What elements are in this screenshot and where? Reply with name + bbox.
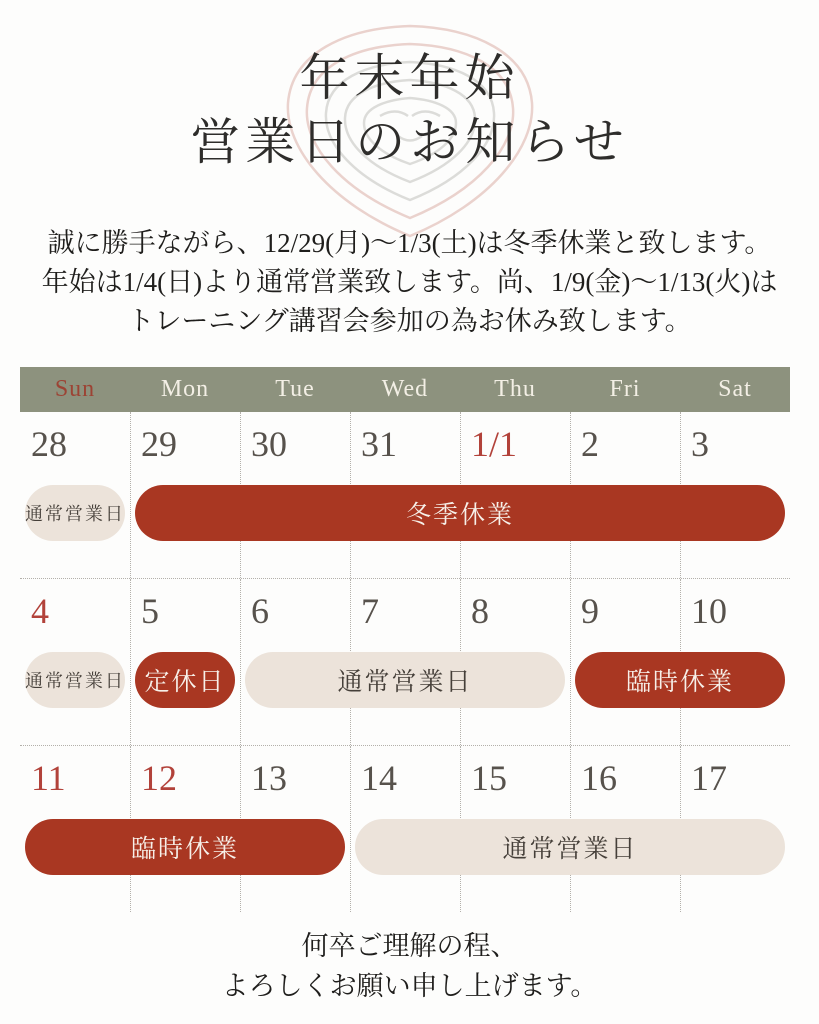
date-cell: 8 — [471, 591, 489, 631]
calendar — [20, 367, 790, 912]
calendar-body — [20, 412, 790, 912]
day-header-tue: Tue — [275, 376, 315, 402]
date-cell: 30 — [251, 424, 287, 464]
day-header-fri: Fri — [609, 376, 641, 402]
date-cell: 4 — [31, 591, 49, 631]
title-line-2: 営業日のお知らせ — [190, 114, 629, 170]
date-cell: 16 — [581, 758, 617, 798]
date-cell: 10 — [691, 591, 727, 631]
day-header-sat: Sat — [718, 376, 752, 402]
intro-paragraph — [0, 224, 819, 341]
date-cell: 15 — [471, 758, 507, 798]
date-cell: 9 — [581, 591, 599, 631]
date-row — [20, 579, 790, 631]
title-line-1: 年末年始 — [299, 50, 520, 106]
footer-line-2: よろしくお願い申し上げます。 — [221, 971, 598, 1001]
intro-line-1: 誠に勝手ながら、12/29(月)〜1/3(土)は冬季休業と致します。 — [47, 228, 772, 258]
open-band: 通常営業日 — [25, 652, 125, 708]
date-cell: 5 — [141, 591, 159, 631]
date-row — [20, 412, 790, 464]
date-cell: 29 — [141, 424, 177, 464]
date-cell: 14 — [361, 758, 397, 798]
intro-line-2: 年始は1/4(日)より通常営業致します。尚、1/9(金)〜1/13(火)は — [41, 267, 778, 297]
date-cell: 6 — [251, 591, 269, 631]
day-header-mon: Mon — [160, 376, 210, 402]
date-cell: 17 — [691, 758, 727, 798]
footer-note — [0, 926, 819, 1006]
date-cell: 12 — [141, 758, 177, 798]
open-band: 通常営業日 — [25, 485, 125, 541]
open-band: 通常営業日 — [355, 819, 785, 875]
day-header-thu: Thu — [494, 376, 536, 402]
closed-band: 臨時休業 — [575, 652, 785, 708]
page-title — [0, 46, 819, 174]
date-cell: 1/1 — [471, 424, 518, 464]
calendar-day-header-row — [20, 367, 790, 412]
closed-band: 臨時休業 — [25, 819, 345, 875]
date-cell: 13 — [251, 758, 287, 798]
day-header-sun: Sun — [54, 376, 96, 402]
intro-line-3: トレーニング講習会参加の為お休み致します。 — [127, 306, 692, 336]
date-cell: 28 — [31, 424, 67, 464]
date-row — [20, 746, 790, 798]
calendar-week-row — [20, 745, 790, 912]
date-cell: 11 — [31, 758, 66, 798]
open-band: 通常営業日 — [245, 652, 565, 708]
closed-band: 定休日 — [135, 652, 235, 708]
date-cell: 2 — [581, 424, 599, 464]
closed-band: 冬季休業 — [135, 485, 785, 541]
date-cell: 3 — [691, 424, 709, 464]
footer-line-1: 何卒ご理解の程、 — [301, 931, 518, 961]
calendar-week-row — [20, 412, 790, 578]
calendar-week-row — [20, 578, 790, 745]
date-cell: 7 — [361, 591, 379, 631]
day-header-wed: Wed — [381, 376, 429, 402]
date-cell: 31 — [361, 424, 397, 464]
